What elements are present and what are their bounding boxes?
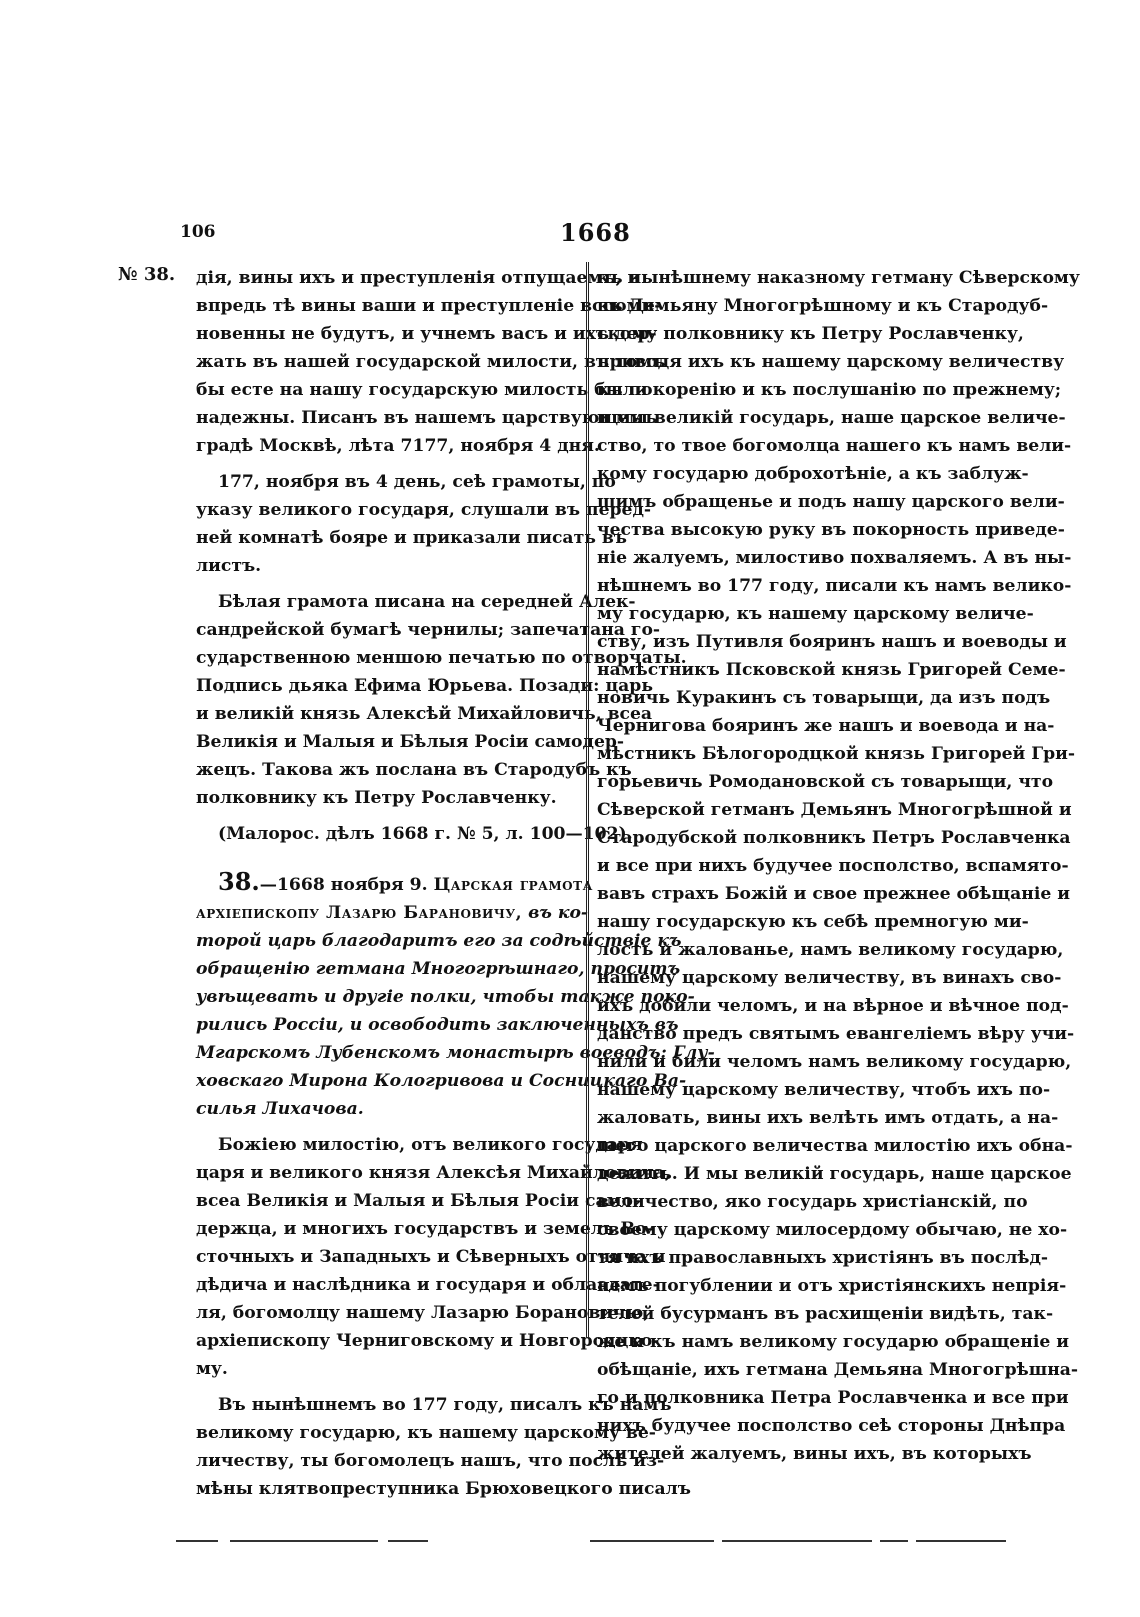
text-line: царя и великого князя Алексѣя Михайловича,	[196, 1163, 671, 1183]
text-line: великому государю, къ нашему царскому ве-	[196, 1423, 656, 1443]
text-line: личеству, ты богомолецъ нашъ, что послѣ из-	[196, 1451, 665, 1471]
entry-date: —1668 ноября 9.	[259, 875, 428, 895]
reading-note-paragraph	[196, 468, 652, 580]
column-divider	[586, 262, 589, 1338]
text-line: чества высокую руку въ покорность приведе-	[597, 520, 1065, 540]
text-line: намѣстникъ Псковской князь Григорей Семе-	[597, 660, 1066, 680]
text-line: нашему царскому величеству, въ винахъ сво-	[597, 968, 1062, 988]
document-number-marker: № 38.	[118, 264, 176, 285]
text-line: градѣ Москвѣ, лѣта 7177, ноября 4 дня.	[196, 436, 600, 456]
text-line: всеа Великія и Малыя и Бѣлыя Росіи само-	[196, 1191, 641, 1211]
text-line: данство предъ святымъ евангеліемъ вѣру учи-	[597, 1024, 1075, 1044]
text-line: Сѣверской гетманъ Демьянъ Многогрѣшной и	[597, 800, 1072, 820]
text-line: тя ихъ православныхъ христіянъ въ послѣд-	[597, 1248, 1049, 1268]
text-line: му.	[196, 1359, 228, 1379]
text-line: шего царского величества милостію ихъ обна-	[597, 1136, 1073, 1156]
page-number: 106	[180, 222, 216, 242]
salutation-paragraph	[196, 1131, 671, 1383]
source-reference: (Малорос. дѣлъ 1668 г. № 5, л. 100—102).	[218, 824, 633, 844]
entry-heading	[196, 867, 715, 1123]
text-line: вавъ страхъ Божій и свое прежнее обѣщаніе и	[597, 884, 1071, 904]
text-line: и мы великій государь, наше царское величе-	[597, 408, 1066, 428]
entry-summary-line: обращенію гетмана Многогрѣшнаго, проситъ	[196, 959, 681, 979]
text-line: лость и жалованье, намъ великому государю,	[597, 940, 1064, 960]
text-line: и великій князь Алексѣй Михайловичь, всеа	[196, 704, 653, 724]
text-line: Бѣлая грамота писана на середней Алек-	[218, 592, 636, 612]
text-line: сточныхъ и Западныхъ и Сѣверныхъ отчича и	[196, 1247, 666, 1267]
text-line: архіепископу Черниговскому и Новгородцко-	[196, 1331, 660, 1351]
text-line: телей бусурманъ въ расхищеніи видѣть, так-	[597, 1304, 1054, 1324]
entry-summary-line: рились Россіи, и освободить заключенныхъ въ	[196, 1015, 679, 1035]
document-description-paragraph	[196, 588, 687, 812]
text-line: ніе жалуемъ, милостиво похваляемъ. А въ ны-	[597, 548, 1072, 568]
text-line: 177, ноября въ 4 день, сеѣ грамоты, по	[218, 472, 616, 492]
text-line: му государю, къ нашему царскому величе-	[597, 604, 1034, 624]
page-year-heading: 1668	[560, 218, 631, 247]
footer-rule	[590, 1540, 714, 1542]
text-line: полковнику къ Петру Рославченку.	[196, 788, 557, 808]
text-line: къ покоренію и къ послушанію по прежнему;	[597, 380, 1062, 400]
text-line: дія, вины ихъ и преступленія отпущаемъ, и	[196, 268, 641, 288]
footer-rule	[880, 1540, 908, 1542]
text-line: ство, то твое богомолца нашего къ намъ вели-	[597, 436, 1072, 456]
footer-rule	[230, 1540, 378, 1542]
text-line: впредь тѣ вины ваши и преступленіе вспоми-	[196, 296, 662, 316]
text-line: нили и били челомъ намъ великому государю,	[597, 1052, 1072, 1072]
text-line: шимъ обращенье и подъ нашу царского вели-	[597, 492, 1065, 512]
text-line: сандрейской бумагѣ чернилы; запечатана го-	[196, 620, 661, 640]
text-line: жителей жалуемъ, вины ихъ, въ которыхъ	[597, 1444, 1032, 1464]
text-line: немъ погублении и отъ христіянскихъ непрія-	[597, 1276, 1067, 1296]
text-line: величество, яко государь христіанскій, по	[597, 1192, 1028, 1212]
text-line: го и полковника Петра Рославченка и все при	[597, 1388, 1069, 1408]
text-line: приводя ихъ къ нашему царскому величеству	[597, 352, 1065, 372]
entry-number: 38.	[218, 867, 260, 896]
right-column	[597, 264, 1080, 1468]
entry-summary-start: въ ко-	[528, 903, 589, 923]
left-column	[196, 264, 715, 1503]
text-line: Божіею милостію, отъ великого государя	[218, 1135, 643, 1155]
text-line: нашу государскую къ себѣ премногую ми-	[597, 912, 1029, 932]
text-line: и все при нихъ будучее посполство, вспамято-	[597, 856, 1069, 876]
text-line: сударственною меншою печатью по отворчаты.	[196, 648, 687, 668]
text-line: листъ.	[196, 556, 262, 576]
text-line: ихъ добили челомъ, и на вѣрное и вѣчное под-	[597, 996, 1069, 1016]
text-line: новичь Куракинъ съ товарыщи, да изъ подъ	[597, 688, 1051, 708]
text-line: Въ нынѣшнемъ во 177 году, писалъ къ намъ	[218, 1395, 672, 1415]
text-line: своему царскому милосердому обычаю, не хо-	[597, 1220, 1068, 1240]
footer-rule	[722, 1540, 872, 1542]
text-line: Чернигова бояринъ же нашъ и воевода и на-	[597, 716, 1055, 736]
text-line: нихъ будучее посполство сеѣ стороны Днѣпра	[597, 1416, 1066, 1436]
text-line: бы есте на нашу государскую милость были	[196, 380, 648, 400]
entry-summary-line: увѣщевать и другіе полки, чтобы также поко-	[196, 987, 695, 1007]
text-line: Великія и Малыя и Бѣлыя Росіи самодер-	[196, 732, 625, 752]
text-line: нашему царскому величеству, чтобъ ихъ по-	[597, 1080, 1051, 1100]
text-line: дежить. И мы великій государь, наше царское	[597, 1164, 1072, 1184]
entry-summary-line: ховскаго Мирона Кологривова и Сосницкаго Ва-	[196, 1071, 687, 1091]
text-line: же и къ намъ великому государю обращеніе и	[597, 1332, 1070, 1352]
continuation-paragraph	[196, 264, 666, 460]
text-line: надежны. Писанъ въ нашемъ царствующемъ	[196, 408, 658, 428]
text-line: ля, богомолцу нашему Лазарю Борановичю,	[196, 1303, 650, 1323]
letter-body-paragraph	[196, 1391, 691, 1503]
text-line: дѣдича и наслѣдника и государя и облаадате-	[196, 1275, 660, 1295]
entry-addressee: архіепископу Лазарю Барановичу,	[196, 903, 523, 923]
entry-title-caps: Царская грамота	[433, 875, 593, 895]
text-line: жать въ нашей государской милости, въ томъ	[196, 352, 666, 372]
text-line: жецъ. Такова жъ послана въ Стародубъ къ	[196, 760, 632, 780]
text-line: нѣшнемъ во 177 году, писали къ намъ велико-	[597, 576, 1072, 596]
entry-heading-first-line	[196, 867, 593, 899]
text-line: мѣстникъ Бѣлогородцкой князь Григорей Гри-	[597, 744, 1076, 764]
text-line: указу великого государя, слушали въ перед-	[196, 500, 652, 520]
text-line: ству, изъ Путивля бояринъ нашъ и воеводы и	[597, 632, 1067, 652]
entry-summary-line: Мгарскомъ Лубенскомъ монастырѣ воеводъ: Глу-	[196, 1043, 715, 1063]
text-line: мѣны клятвопреступника Брюховецкого писалъ	[196, 1479, 691, 1499]
footer-rule	[176, 1540, 218, 1542]
text-line: ней комнатѣ бояре и приказали писать въ	[196, 528, 627, 548]
text-line: обѣщаніе, ихъ гетмана Демьяна Многогрѣшна-	[597, 1360, 1079, 1380]
text-line: держца, и многихъ государствъ и земель Во-	[196, 1219, 654, 1239]
text-line: горьевичь Ромодановской съ товарыщи, что	[597, 772, 1054, 792]
text-line: жаловать, вины ихъ велѣть имъ отдать, а на-	[597, 1108, 1059, 1128]
text-line: къ Демьяну Многогрѣшному и къ Стародуб-	[597, 296, 1049, 316]
text-line: Подпись дьяка Ефима Юрьева. Позади: царь	[196, 676, 653, 696]
entry-summary-line: торой царь благодаритъ его за содѣйствіе къ	[196, 931, 682, 951]
text-line: Стародубской полковникъ Петръ Рославченка	[597, 828, 1071, 848]
text-line: скому полковнику къ Петру Рославченку,	[597, 324, 1024, 344]
footer-rule	[388, 1540, 428, 1542]
entry-summary-line: силья Лихачова.	[196, 1099, 364, 1119]
text-line: новенны не будутъ, и учнемъ васъ и ихъ дер-	[196, 324, 657, 344]
text-line: къ нынѣшнему наказному гетману Сѣверскому	[597, 268, 1080, 288]
footer-rule	[916, 1540, 1006, 1542]
entry-heading-line	[196, 899, 589, 927]
text-line: кому государю доброхотѣніе, а къ заблуж-	[597, 464, 1029, 484]
